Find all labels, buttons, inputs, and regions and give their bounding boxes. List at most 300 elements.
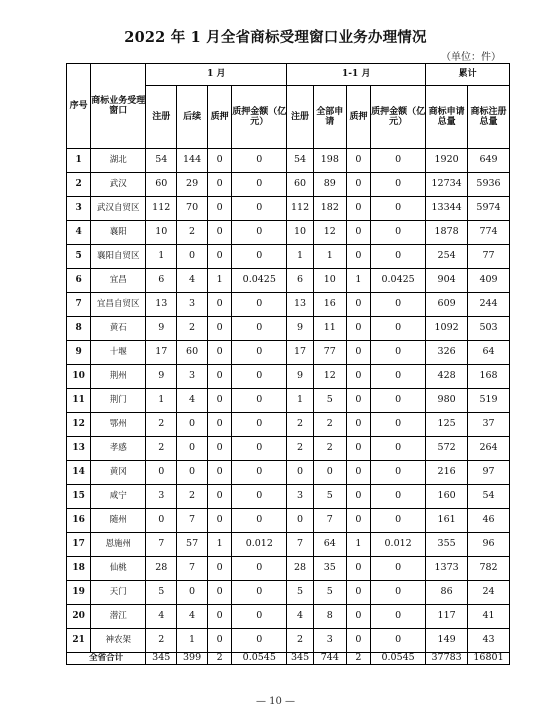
table-cell: 0 <box>208 485 232 509</box>
table-cell: 11 <box>313 317 346 341</box>
header-index: 序号 <box>67 64 91 149</box>
row-index: 4 <box>67 221 91 245</box>
table-cell: 7 <box>177 509 208 533</box>
table-cell: 0 <box>146 461 177 485</box>
table-cell: 64 <box>313 533 346 557</box>
row-index: 13 <box>67 437 91 461</box>
table-cell: 1092 <box>426 317 468 341</box>
table-cell: 0 <box>346 605 370 629</box>
table-cell: 8 <box>313 605 346 629</box>
total-cell: 0.0545 <box>371 653 426 665</box>
total-cell: 399 <box>177 653 208 665</box>
table-cell: 409 <box>468 269 510 293</box>
table-cell: 2 <box>177 221 208 245</box>
table-cell: 0 <box>371 629 426 653</box>
table-cell: 2 <box>146 413 177 437</box>
table-row <box>67 269 510 293</box>
table-cell: 70 <box>177 197 208 221</box>
table-cell: 0 <box>313 461 346 485</box>
table-cell: 254 <box>426 245 468 269</box>
table-cell: 0 <box>208 581 232 605</box>
window-name: 随州 <box>91 509 146 533</box>
table-cell: 0 <box>346 173 370 197</box>
table-cell: 29 <box>177 173 208 197</box>
header-cum-applications: 商标申请总量 <box>426 86 468 149</box>
table-row <box>67 245 510 269</box>
header-ytd-pledge: 质押 <box>346 86 370 149</box>
table-cell: 0 <box>371 293 426 317</box>
table-cell: 0 <box>208 341 232 365</box>
table-cell: 0.0425 <box>371 269 426 293</box>
table-cell: 3 <box>287 485 313 509</box>
table-cell: 168 <box>468 365 510 389</box>
window-name: 潜江 <box>91 605 146 629</box>
table-cell: 1920 <box>426 149 468 173</box>
table-cell: 0 <box>232 173 287 197</box>
table-cell: 117 <box>426 605 468 629</box>
window-name: 荆州 <box>91 365 146 389</box>
table-cell: 6 <box>287 269 313 293</box>
table-row <box>67 557 510 581</box>
table-cell: 1 <box>346 533 370 557</box>
header-ytd-all-applications: 全部申请 <box>313 86 346 149</box>
table-cell: 5 <box>313 581 346 605</box>
table-cell: 0 <box>232 245 287 269</box>
table-row <box>67 437 510 461</box>
table-row <box>67 389 510 413</box>
row-index: 15 <box>67 485 91 509</box>
table-cell: 2 <box>146 437 177 461</box>
table-cell: 0 <box>177 581 208 605</box>
table-cell: 2 <box>287 437 313 461</box>
row-index: 16 <box>67 509 91 533</box>
table-row <box>67 629 510 653</box>
window-name: 神农架 <box>91 629 146 653</box>
window-name: 孝感 <box>91 437 146 461</box>
table-cell: 3 <box>146 485 177 509</box>
table-cell: 77 <box>468 245 510 269</box>
table-cell: 0 <box>232 293 287 317</box>
table-cell: 0 <box>371 413 426 437</box>
table-cell: 4 <box>177 269 208 293</box>
table-row <box>67 317 510 341</box>
table-cell: 12 <box>313 365 346 389</box>
table-cell: 16 <box>313 293 346 317</box>
total-cell: 0.0545 <box>232 653 287 665</box>
window-business-table <box>66 63 510 665</box>
table-cell: 0 <box>232 437 287 461</box>
table-cell: 782 <box>468 557 510 581</box>
table-cell: 0 <box>177 245 208 269</box>
table-cell: 0 <box>371 317 426 341</box>
table-cell: 0 <box>208 197 232 221</box>
table-cell: 5 <box>313 389 346 413</box>
row-index: 17 <box>67 533 91 557</box>
row-index: 20 <box>67 605 91 629</box>
table-cell: 0 <box>371 365 426 389</box>
table-cell: 149 <box>426 629 468 653</box>
table-cell: 198 <box>313 149 346 173</box>
table-cell: 980 <box>426 389 468 413</box>
table-row <box>67 149 510 173</box>
table-cell: 0 <box>177 413 208 437</box>
header-ytd: 1-1 月 <box>287 64 426 86</box>
table-row <box>67 293 510 317</box>
table-cell: 0 <box>346 293 370 317</box>
total-cell: 2 <box>346 653 370 665</box>
table-cell: 9 <box>287 365 313 389</box>
table-cell: 0 <box>232 485 287 509</box>
table-cell: 0 <box>371 197 426 221</box>
table-cell: 264 <box>468 437 510 461</box>
table-row <box>67 485 510 509</box>
table-cell: 3 <box>177 365 208 389</box>
row-index: 3 <box>67 197 91 221</box>
window-name: 荆门 <box>91 389 146 413</box>
table-cell: 17 <box>287 341 313 365</box>
table-cell: 12734 <box>426 173 468 197</box>
table-cell: 0 <box>346 317 370 341</box>
window-name: 湖北 <box>91 149 146 173</box>
table-cell: 0 <box>346 557 370 581</box>
row-index: 8 <box>67 317 91 341</box>
row-index: 18 <box>67 557 91 581</box>
table-cell: 96 <box>468 533 510 557</box>
header-month-pledge-amount: 质押金额（亿元） <box>232 86 287 149</box>
table-cell: 609 <box>426 293 468 317</box>
table-cell: 182 <box>313 197 346 221</box>
table-cell: 0 <box>232 557 287 581</box>
table-cell: 10 <box>313 269 346 293</box>
table-cell: 0 <box>371 389 426 413</box>
header-month: 1 月 <box>146 64 287 86</box>
table-cell: 13344 <box>426 197 468 221</box>
row-index: 5 <box>67 245 91 269</box>
header-cumulative: 累计 <box>426 64 510 86</box>
table-cell: 0 <box>232 509 287 533</box>
table-cell: 41 <box>468 605 510 629</box>
table-cell: 4 <box>177 605 208 629</box>
table-cell: 774 <box>468 221 510 245</box>
table-row <box>67 221 510 245</box>
table-cell: 0 <box>208 629 232 653</box>
table-cell: 0 <box>346 389 370 413</box>
table-cell: 428 <box>426 365 468 389</box>
table-cell: 0 <box>346 221 370 245</box>
table-cell: 1 <box>287 389 313 413</box>
table-cell: 112 <box>146 197 177 221</box>
table-cell: 2 <box>313 437 346 461</box>
table-cell: 60 <box>287 173 313 197</box>
table-cell: 0 <box>232 221 287 245</box>
table-cell: 5974 <box>468 197 510 221</box>
table-cell: 0 <box>208 149 232 173</box>
table-cell: 7 <box>177 557 208 581</box>
table-cell: 60 <box>146 173 177 197</box>
table-cell: 1878 <box>426 221 468 245</box>
header-ytd-register: 注册 <box>287 86 313 149</box>
table-cell: 4 <box>287 605 313 629</box>
table-row <box>67 341 510 365</box>
table-cell: 0 <box>208 461 232 485</box>
total-cell: 37783 <box>426 653 468 665</box>
table-cell: 0 <box>208 365 232 389</box>
window-name: 黄石 <box>91 317 146 341</box>
table-cell: 0 <box>346 149 370 173</box>
table-cell: 77 <box>313 341 346 365</box>
table-cell: 125 <box>426 413 468 437</box>
table-cell: 0 <box>232 365 287 389</box>
header-month-pledge: 质押 <box>208 86 232 149</box>
table-cell: 4 <box>177 389 208 413</box>
table-cell: 1 <box>287 245 313 269</box>
window-name: 宜昌 <box>91 269 146 293</box>
table-cell: 112 <box>287 197 313 221</box>
page-title: 2022 年 1 月全省商标受理窗口业务办理情况 <box>124 29 427 46</box>
window-name: 仙桃 <box>91 557 146 581</box>
table-cell: 1 <box>313 245 346 269</box>
table-cell: 4 <box>146 605 177 629</box>
table-cell: 0 <box>346 413 370 437</box>
table-cell: 0 <box>232 341 287 365</box>
table-cell: 17 <box>146 341 177 365</box>
total-cell: 345 <box>146 653 177 665</box>
table-cell: 28 <box>287 557 313 581</box>
table-cell: 244 <box>468 293 510 317</box>
table-cell: 2 <box>146 629 177 653</box>
table-cell: 7 <box>313 509 346 533</box>
table-cell: 46 <box>468 509 510 533</box>
table-row <box>67 461 510 485</box>
table-cell: 0 <box>346 245 370 269</box>
table-cell: 572 <box>426 437 468 461</box>
table-cell: 1373 <box>426 557 468 581</box>
table-cell: 0 <box>208 509 232 533</box>
table-cell: 1 <box>208 533 232 557</box>
table-cell: 0 <box>287 461 313 485</box>
table-cell: 28 <box>146 557 177 581</box>
table-cell: 904 <box>426 269 468 293</box>
table-cell: 9 <box>146 365 177 389</box>
table-body <box>67 149 510 653</box>
row-index: 1 <box>67 149 91 173</box>
table-cell: 0 <box>232 461 287 485</box>
table-cell: 216 <box>426 461 468 485</box>
table-cell: 0 <box>208 437 232 461</box>
header-cum-registrations: 商标注册总量 <box>468 86 510 149</box>
table-cell: 0 <box>371 437 426 461</box>
table-cell: 0 <box>232 389 287 413</box>
table-cell: 35 <box>313 557 346 581</box>
table-cell: 54 <box>468 485 510 509</box>
table-cell: 54 <box>287 149 313 173</box>
table-cell: 2 <box>287 413 313 437</box>
window-name: 武汉 <box>91 173 146 197</box>
table-cell: 12 <box>313 221 346 245</box>
window-name: 襄阳 <box>91 221 146 245</box>
table-cell: 0 <box>346 461 370 485</box>
window-name: 恩施州 <box>91 533 146 557</box>
table-cell: 0 <box>346 509 370 533</box>
table-row <box>67 509 510 533</box>
table-cell: 37 <box>468 413 510 437</box>
table-cell: 0 <box>208 389 232 413</box>
table-cell: 161 <box>426 509 468 533</box>
table-cell: 7 <box>287 533 313 557</box>
table-cell: 0 <box>177 461 208 485</box>
table-cell: 0 <box>371 605 426 629</box>
table-cell: 0 <box>208 557 232 581</box>
table-cell: 54 <box>146 149 177 173</box>
table-cell: 0 <box>232 581 287 605</box>
header-month-followup: 后续 <box>177 86 208 149</box>
page-number: — 10 — <box>255 696 296 707</box>
table-cell: 6 <box>146 269 177 293</box>
table-cell: 24 <box>468 581 510 605</box>
unit-note: （单位：件） <box>441 52 501 63</box>
table-cell: 1 <box>146 245 177 269</box>
table-cell: 2 <box>287 629 313 653</box>
table-cell: 326 <box>426 341 468 365</box>
table-cell: 64 <box>468 341 510 365</box>
row-index: 21 <box>67 629 91 653</box>
table-cell: 0.0425 <box>232 269 287 293</box>
table-cell: 0 <box>346 197 370 221</box>
table-cell: 1 <box>177 629 208 653</box>
row-index: 10 <box>67 365 91 389</box>
table-cell: 9 <box>287 317 313 341</box>
table-cell: 0 <box>208 221 232 245</box>
table-cell: 144 <box>177 149 208 173</box>
row-index: 9 <box>67 341 91 365</box>
table-cell: 160 <box>426 485 468 509</box>
table-cell: 0 <box>371 149 426 173</box>
table-cell: 86 <box>426 581 468 605</box>
window-name: 咸宁 <box>91 485 146 509</box>
window-name: 宜昌自贸区 <box>91 293 146 317</box>
table-cell: 60 <box>177 341 208 365</box>
table-cell: 0 <box>371 341 426 365</box>
table-cell: 649 <box>468 149 510 173</box>
table-cell: 0 <box>346 365 370 389</box>
table-cell: 0 <box>232 629 287 653</box>
row-index: 12 <box>67 413 91 437</box>
header-month-register: 注册 <box>146 86 177 149</box>
table-cell: 519 <box>468 389 510 413</box>
table-cell: 355 <box>426 533 468 557</box>
window-name: 十堰 <box>91 341 146 365</box>
table-cell: 0 <box>371 557 426 581</box>
table-cell: 0 <box>208 173 232 197</box>
table-cell: 0 <box>232 197 287 221</box>
table-cell: 0 <box>232 413 287 437</box>
table-cell: 0 <box>371 173 426 197</box>
table-cell: 10 <box>146 221 177 245</box>
window-name: 黄冈 <box>91 461 146 485</box>
table-cell: 0 <box>208 413 232 437</box>
table-cell: 0 <box>146 509 177 533</box>
table-cell: 43 <box>468 629 510 653</box>
total-row <box>67 653 510 665</box>
row-index: 2 <box>67 173 91 197</box>
table-cell: 2 <box>313 413 346 437</box>
table-cell: 0 <box>371 485 426 509</box>
table-row <box>67 605 510 629</box>
header-row-top <box>67 64 510 86</box>
table-cell: 0 <box>177 437 208 461</box>
table-cell: 0 <box>208 245 232 269</box>
row-index: 14 <box>67 461 91 485</box>
table-cell: 0 <box>346 485 370 509</box>
table-row <box>67 197 510 221</box>
table-cell: 0 <box>208 317 232 341</box>
table-cell: 0 <box>346 341 370 365</box>
window-name: 天门 <box>91 581 146 605</box>
row-index: 11 <box>67 389 91 413</box>
table-cell: 5 <box>313 485 346 509</box>
table-cell: 5 <box>287 581 313 605</box>
table-cell: 13 <box>287 293 313 317</box>
table-cell: 0.012 <box>232 533 287 557</box>
window-name: 武汉自贸区 <box>91 197 146 221</box>
table-cell: 0 <box>346 437 370 461</box>
window-name: 襄阳自贸区 <box>91 245 146 269</box>
table-cell: 0 <box>208 293 232 317</box>
table-cell: 7 <box>146 533 177 557</box>
table-cell: 5936 <box>468 173 510 197</box>
table-cell: 9 <box>146 317 177 341</box>
table-row <box>67 365 510 389</box>
table-row <box>67 533 510 557</box>
table-cell: 0 <box>346 629 370 653</box>
header-ytd-pledge-amount: 质押金额（亿元） <box>371 86 426 149</box>
row-index: 19 <box>67 581 91 605</box>
total-cell: 16801 <box>468 653 510 665</box>
window-name: 鄂州 <box>91 413 146 437</box>
row-index: 7 <box>67 293 91 317</box>
table-cell: 89 <box>313 173 346 197</box>
table-row <box>67 581 510 605</box>
header-window: 商标业务受理窗口 <box>91 64 146 149</box>
total-cell: 2 <box>208 653 232 665</box>
table-cell: 1 <box>146 389 177 413</box>
table-cell: 503 <box>468 317 510 341</box>
table-cell: 2 <box>177 485 208 509</box>
table-cell: 57 <box>177 533 208 557</box>
table-cell: 0 <box>371 245 426 269</box>
table-cell: 97 <box>468 461 510 485</box>
table-cell: 0 <box>287 509 313 533</box>
total-cell: 744 <box>313 653 346 665</box>
table-cell: 5 <box>146 581 177 605</box>
table-cell: 13 <box>146 293 177 317</box>
table-cell: 0 <box>371 461 426 485</box>
table-cell: 0 <box>371 221 426 245</box>
table-cell: 3 <box>313 629 346 653</box>
table-cell: 0 <box>208 605 232 629</box>
table-cell: 3 <box>177 293 208 317</box>
table-cell: 0 <box>232 605 287 629</box>
table-row <box>67 413 510 437</box>
table-cell: 1 <box>208 269 232 293</box>
table-cell: 0 <box>232 317 287 341</box>
table-cell: 0 <box>232 149 287 173</box>
table-cell: 0 <box>371 509 426 533</box>
row-index: 6 <box>67 269 91 293</box>
total-cell: 345 <box>287 653 313 665</box>
table-cell: 1 <box>346 269 370 293</box>
table-cell: 0.012 <box>371 533 426 557</box>
